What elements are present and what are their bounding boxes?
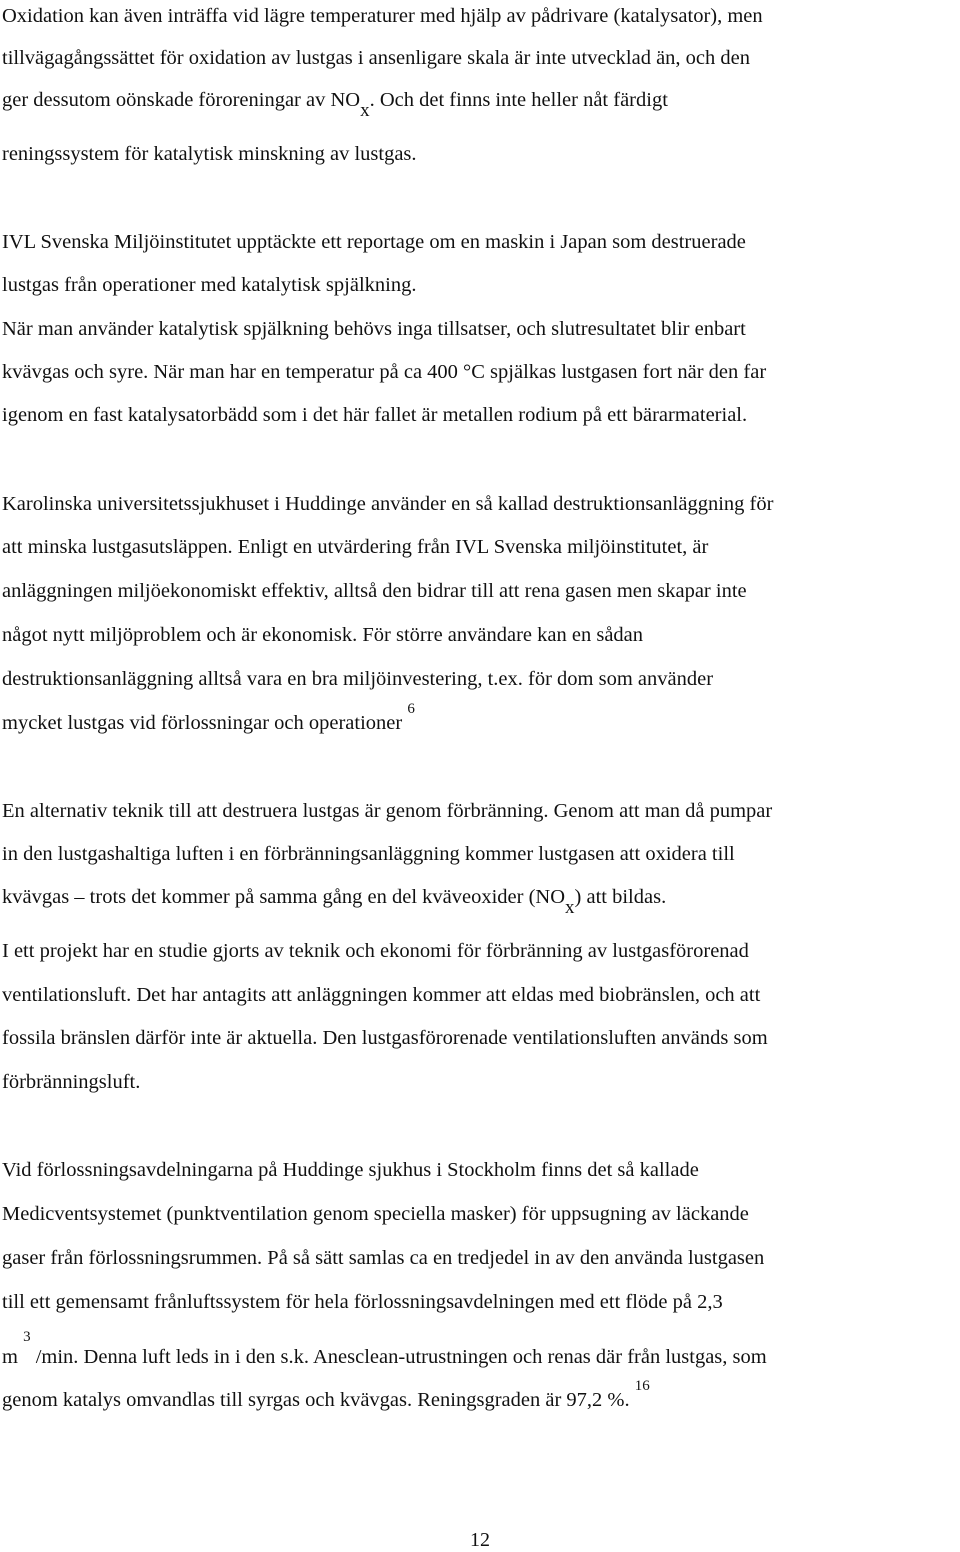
text-segment: kvävgas – trots det kommer på samma gång en del kväveoxider (NO (2, 886, 566, 908)
superscript: 3 (23, 1329, 31, 1345)
text-line: I ett projekt har en studie gjorts av teknik och ekonomi för förbränning av lustgasförorenad (2, 940, 749, 962)
text-line: förbränningsluft. (2, 1071, 141, 1093)
text-segment: ger dessutom oönskade föroreningar av NO (2, 89, 361, 111)
text-line: Medicventsystemet (punktventilation genom speciella masker) för uppsugning av läckande (2, 1203, 749, 1225)
subscript: x (360, 100, 370, 121)
text-segment: ) att bildas. (574, 886, 667, 908)
text-line: in den lustgashaltiga luften i en förbränningsanläggning kommer lustgasen att oxidera till (2, 843, 735, 865)
text-line: IVL Svenska Miljöinstitutet upptäckte ett reportage om en maskin i Japan som destruerade (2, 231, 746, 253)
superscript: 6 (407, 701, 415, 717)
text-line: destruktionsanläggning alltså vara en bra miljöinvestering, t.ex. för dom som använder (2, 668, 714, 690)
text-line: En alternativ teknik till att destruera lustgas är genom förbränning. Genom att man då pumpar (2, 800, 773, 822)
text-line: Vid förlossningsavdelningarna på Huddinge sjukhus i Stockholm finns det så kallade (2, 1159, 699, 1181)
text-line: fossila bränslen därför inte är aktuella. Den lustgasförorenade ventilationsluften används som (2, 1027, 768, 1049)
subscript: x (565, 897, 575, 918)
text-line: tillvägagångssättet för oxidation av lustgas i ansenligare skala är inte utvecklad än, och den (2, 47, 751, 69)
text-line (2, 885, 667, 918)
text-line: att minska lustgasutsläppen. Enligt en utvärdering från IVL Svenska miljöinstitutet, är (2, 536, 709, 558)
text-line: igenom en fast katalysatorbädd som i det här fallet är metallen rodium på ett bärarmaterial. (2, 404, 748, 426)
text-line: reningssystem för katalytisk minskning av lustgas. (2, 143, 417, 165)
text-line (2, 1329, 767, 1371)
text-segment: mycket lustgas vid förlossningar och operationer (2, 712, 408, 734)
text-line: När man använder katalytisk spjälkning behövs inga tillsatser, och slutresultatet blir enbart (2, 318, 746, 340)
text-line: ventilationsluft. Det har antagits att anläggningen kommer att eldas med biobränslen, och att (2, 984, 761, 1006)
text-segment: /min. Denna luft leds in i den s.k. Anesclean-utrustningen och renas där från lustgas, som (30, 1346, 767, 1368)
text-line: kvävgas och syre. När man har en temperatur på ca 400 °C spjälkas lustgasen fort när den far (2, 361, 767, 383)
text-line: Karolinska universitetssjukhuset i Huddinge använder en så kallad destruktionsanläggning för (2, 493, 774, 515)
text-line: anläggningen miljöekonomiskt effektiv, alltså den bidrar till att rena gasen men skapar inte (2, 580, 747, 602)
text-segment: . Och det finns inte heller nåt färdigt (369, 89, 668, 111)
text-line: till ett gemensamt frånluftssystem för hela förlossningsavdelningen med ett flöde på 2,3 (2, 1291, 723, 1313)
text-line (2, 1378, 650, 1414)
text-line: något nytt miljöproblem och är ekonomisk. För större användare kan en sådan (2, 624, 644, 646)
text-line (2, 88, 668, 121)
text-line (2, 701, 415, 737)
page-number: 12 (470, 1529, 490, 1551)
text-line: Oxidation kan även inträffa vid lägre temperaturer med hjälp av pådrivare (katalysator), men (2, 5, 763, 27)
superscript: 16 (634, 1378, 650, 1394)
text-line: gaser från förlossningsrummen. På så sätt samlas ca en tredjedel in av den använda lustgasen (2, 1247, 765, 1269)
text-line: lustgas från operationer med katalytisk spjälkning. (2, 274, 417, 296)
text-segment: genom katalys omvandlas till syrgas och kvävgas. Reningsgraden är 97,2 %. (2, 1389, 635, 1411)
text-segment: m (2, 1346, 24, 1368)
